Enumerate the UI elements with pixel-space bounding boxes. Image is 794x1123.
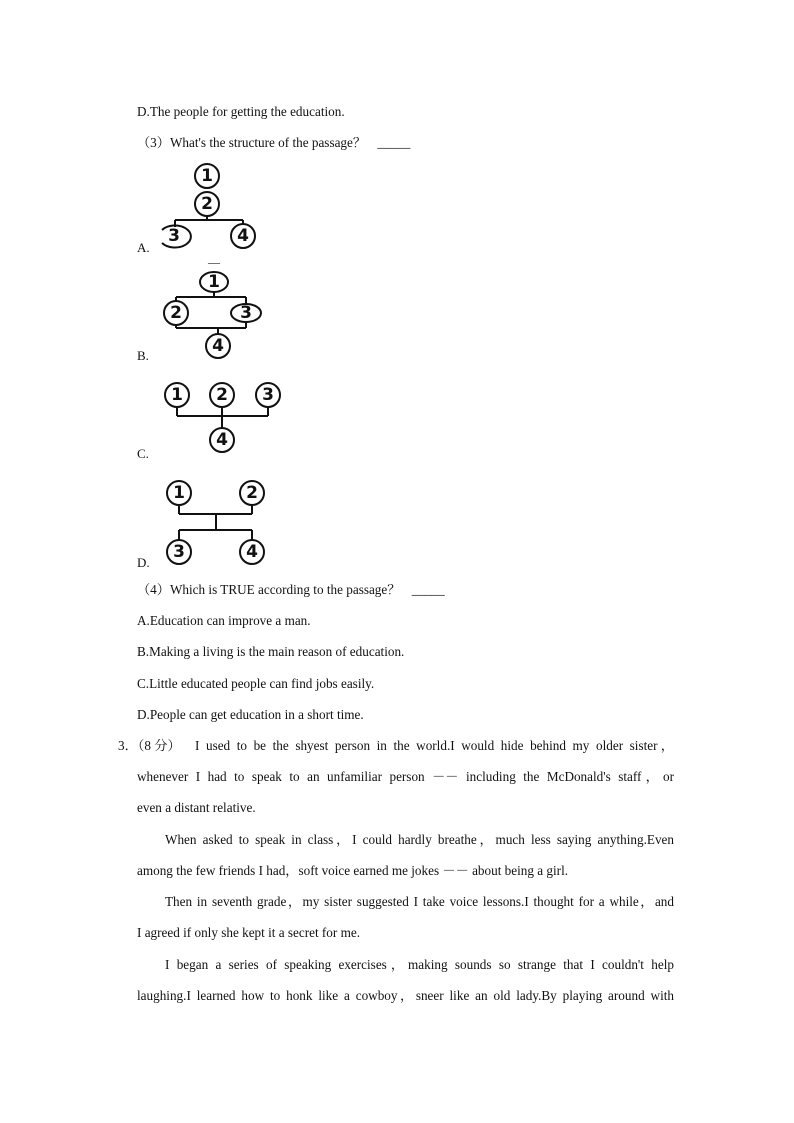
- question-3-text: （3）What's the structure of the passage？: [137, 135, 367, 150]
- diagram-a-label: A.: [137, 240, 150, 255]
- node-1-label: 1: [201, 166, 213, 186]
- passage-line: even a distant relative.: [137, 800, 256, 815]
- option-c-text: C.Little educated people can find jobs easily.: [137, 676, 375, 691]
- diagram-b-label: B.: [137, 348, 149, 363]
- option-d-text: D.The people for getting the education.: [137, 104, 345, 119]
- passage-line: Then in seventh grade，my sister suggested I take voice lessons.I thought for a while，and: [165, 894, 674, 909]
- node-1-label: 1: [208, 272, 220, 292]
- node-3-label: 3: [168, 226, 180, 246]
- option-d-text: D.People can get education in a short time.: [137, 707, 364, 722]
- structure-diagram-a: [150, 160, 280, 255]
- node-2-label: 2: [246, 483, 258, 503]
- question-4-text: （4）Which is TRUE according to the passage？: [137, 582, 401, 597]
- node-3-label: 3: [262, 385, 274, 405]
- passage-line: I began a series of speaking exercises，making sounds so strange that I couldn't help: [165, 957, 674, 972]
- diagram-d-label: D.: [137, 555, 150, 570]
- passage-line: laughing.I learned how to honk like a cowboy，sneer like an old lady.By playing around with: [137, 988, 674, 1003]
- diagram-c-label: C.: [137, 446, 149, 461]
- node-4-label: 4: [216, 430, 228, 450]
- option-a-text: A.Education can improve a man.: [137, 613, 311, 628]
- passage-line: whenever I had to speak to an unfamiliar person －－ including the McDonald's staff，or: [137, 769, 674, 784]
- passage-line: I agreed if only she kept it a secret for me.: [137, 925, 360, 940]
- answer-blank: _____: [411, 582, 445, 597]
- dash-mark: —: [208, 255, 220, 269]
- passage-line: When asked to speak in class，I could hardly breathe，much less saying anything.Even: [165, 832, 674, 847]
- node-2-label: 2: [201, 194, 213, 214]
- node-3-label: 3: [240, 303, 252, 323]
- structure-diagram-d: [150, 474, 280, 569]
- passage-line: among the few friends I had，soft voice earned me jokes －－ about being a girl.: [137, 863, 569, 878]
- question-4-prompt: [137, 582, 445, 598]
- node-4-label: 4: [212, 336, 224, 356]
- structure-diagram-b: [150, 262, 280, 362]
- question-3-header: 3．（8 分）: [118, 738, 181, 753]
- node-1-label: 1: [171, 385, 183, 405]
- node-3-label: 3: [173, 542, 185, 562]
- question-3-prompt: [137, 135, 410, 151]
- node-2-label: 2: [170, 303, 182, 323]
- passage-line: I used to be the shyest person in the world.I would hide behind my older sister，: [195, 738, 674, 753]
- node-1-label: 1: [173, 483, 185, 503]
- structure-diagram-c: [150, 376, 300, 461]
- answer-blank: _____: [377, 135, 411, 150]
- node-4-label: 4: [246, 542, 258, 562]
- node-4-label: 4: [237, 226, 249, 246]
- node-2-label: 2: [216, 385, 228, 405]
- option-b-text: B.Making a living is the main reason of education.: [137, 644, 405, 659]
